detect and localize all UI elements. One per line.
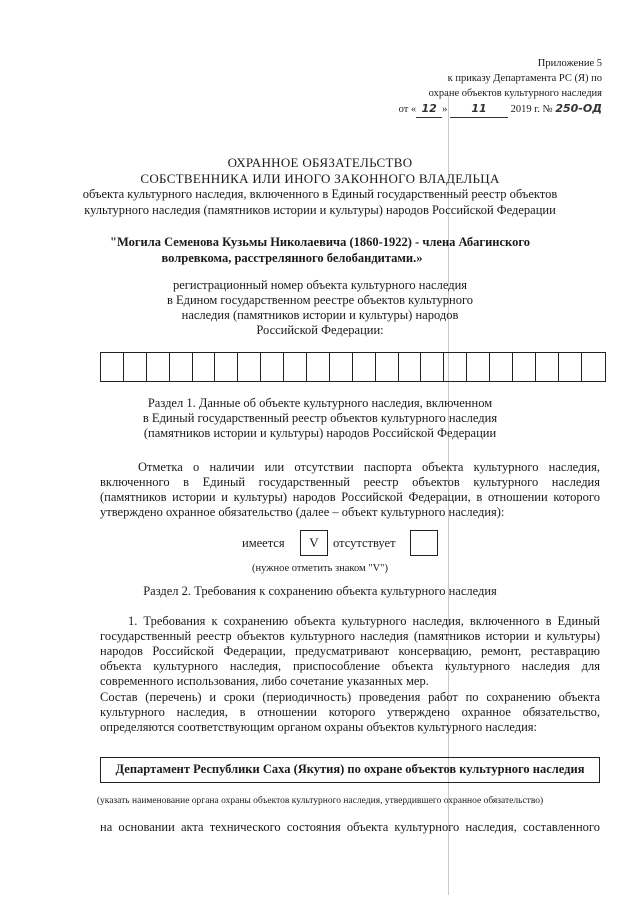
- registration-caption: регистрационный номер объекта культурного наследия: [172, 278, 468, 292]
- no-passport-label: отсутствует: [333, 536, 396, 550]
- paragraph-line: включенного в Единый государственный реестр объектов культурного наследия: [100, 475, 600, 489]
- works-paragraph: [100, 690, 600, 735]
- registration-number-cell[interactable]: [170, 353, 193, 381]
- last-paragraph: [100, 820, 600, 835]
- registration-number-cell[interactable]: [215, 353, 238, 381]
- object-name: "Могила Семенова Кузьмы Николаевича (1860-1922) - члена Абагинского: [110, 235, 530, 249]
- registration-number-cell[interactable]: [467, 353, 490, 381]
- registration-number-cell[interactable]: [513, 353, 536, 381]
- registration-number-cell[interactable]: [124, 353, 147, 381]
- paragraph-line: утверждено охранное обязательство (далее – объект культурного наследия):: [100, 505, 505, 519]
- paragraph-line: современного использования, либо сочетание указанных мер.: [100, 674, 429, 688]
- paragraph-line: государственный реестр объектов культурного наследия (памятников истории и культуры): [100, 629, 600, 643]
- document-subtitle: объекта культурного наследия, включенного в Единый государственный реестр объектов: [82, 187, 558, 201]
- registration-number-cell[interactable]: [559, 353, 582, 381]
- appendix-label: Приложение 5: [537, 58, 602, 69]
- object-name-2: волревкома, расстрелянного белобандитами.»: [161, 251, 423, 265]
- registration-number-cell[interactable]: [536, 353, 559, 381]
- paragraph-line: Состав (перечень) и сроки (периодичность) проведения работ по сохранению объекта: [100, 690, 600, 704]
- registration-number-cell[interactable]: [101, 353, 124, 381]
- registration-number-cell[interactable]: [353, 353, 376, 381]
- registration-number-cell[interactable]: [307, 353, 330, 381]
- paragraph-line: культурного наследия, в отношении которого утверждено охранное обязательство,: [100, 705, 600, 719]
- registration-caption-2: в Едином государственном реестре объектов культурного: [166, 293, 474, 307]
- registration-number-cell[interactable]: [376, 353, 399, 381]
- department-name-box: Департамент Республики Саха (Якутия) по охране объектов культурного наследия: [100, 757, 600, 783]
- paragraph-line: на основании акта технического состояния объекта культурного наследия, составленного: [100, 820, 600, 834]
- registration-number-cell[interactable]: [147, 353, 170, 381]
- has-passport-label: имеется: [242, 536, 285, 550]
- paragraph-line: (памятников истории и культуры) народов Российской Федерации, в отношении которого: [100, 490, 600, 504]
- paragraph-line: определяются соответствующим органом охраны объектов культурного наследия:: [100, 720, 538, 734]
- document-title-2: СОБСТВЕННИКА ИЛИ ИНОГО ЗАКОННОГО ВЛАДЕЛЬЦА: [140, 171, 500, 186]
- date-year: 2019 г. №: [510, 104, 553, 115]
- registration-number-cell[interactable]: [399, 353, 422, 381]
- appendix-order-ref: к приказу Департамента РС (Я) по: [447, 73, 602, 84]
- appendix-department-ref: охране объектов культурного наследия: [428, 88, 602, 99]
- section1-title-2: в Единый государственный реестр объектов культурного наследия: [142, 411, 498, 425]
- registration-number-cell[interactable]: [444, 353, 467, 381]
- no-passport-checkbox[interactable]: [410, 530, 438, 556]
- date-mid: »: [442, 104, 448, 115]
- registration-number-cell[interactable]: [330, 353, 353, 381]
- has-passport-checkbox[interactable]: V: [300, 530, 328, 556]
- registration-number-cell[interactable]: [238, 353, 261, 381]
- date-day-value: 12: [421, 102, 437, 115]
- paragraph-line: объекта культурного наследия, приспособление объекта культурного наследия для: [100, 659, 600, 673]
- paragraph-line: 1. Требования к сохранению объекта культурного наследия, включенного в Единый: [128, 614, 600, 628]
- section1-title: Раздел 1. Данные об объекте культурного наследия, включенном: [147, 396, 493, 410]
- registration-number-grid: [100, 352, 606, 382]
- registration-number-cell[interactable]: [193, 353, 216, 381]
- checkbox-note: (нужное отметить знаком "V"): [252, 563, 388, 574]
- department-note: (указать наименование органа охраны объектов культурного наследия, утвердившего охранное обязательство): [96, 796, 544, 806]
- document-subtitle-2: культурного наследия (памятников истории и культуры) народов Российской Федерации: [84, 203, 556, 217]
- registration-caption-4: Российской Федерации:: [256, 323, 384, 337]
- document-title: ОХРАННОЕ ОБЯЗАТЕЛЬСТВО: [227, 155, 413, 170]
- date-month: [450, 101, 508, 118]
- registration-number-cell[interactable]: [261, 353, 284, 381]
- order-number: 250-ОД: [555, 102, 602, 115]
- requirements-paragraph: [100, 614, 600, 689]
- registration-number-cell[interactable]: [284, 353, 307, 381]
- registration-number-cell[interactable]: [582, 353, 605, 381]
- passport-paragraph: [100, 460, 600, 520]
- date-day: [416, 101, 442, 118]
- section2-title: Раздел 2. Требования к сохранению объекта культурного наследия: [143, 584, 497, 598]
- paragraph-line: народов Российской Федерации, предусматривают консервацию, ремонт, реставрацию: [100, 644, 600, 658]
- date-prefix: от «: [398, 104, 417, 115]
- registration-caption-3: наследия (памятников истории и культуры) народов: [181, 308, 459, 322]
- paragraph-line: Отметка о наличии или отсутствии паспорта объекта культурного наследия,: [138, 460, 600, 474]
- section1-title-3: (памятников истории и культуры) народов Российской Федерации: [143, 426, 497, 440]
- registration-number-cell[interactable]: [421, 353, 444, 381]
- registration-number-cell[interactable]: [490, 353, 513, 381]
- appendix-date-line: [399, 101, 602, 118]
- date-month-value: 11: [471, 102, 487, 115]
